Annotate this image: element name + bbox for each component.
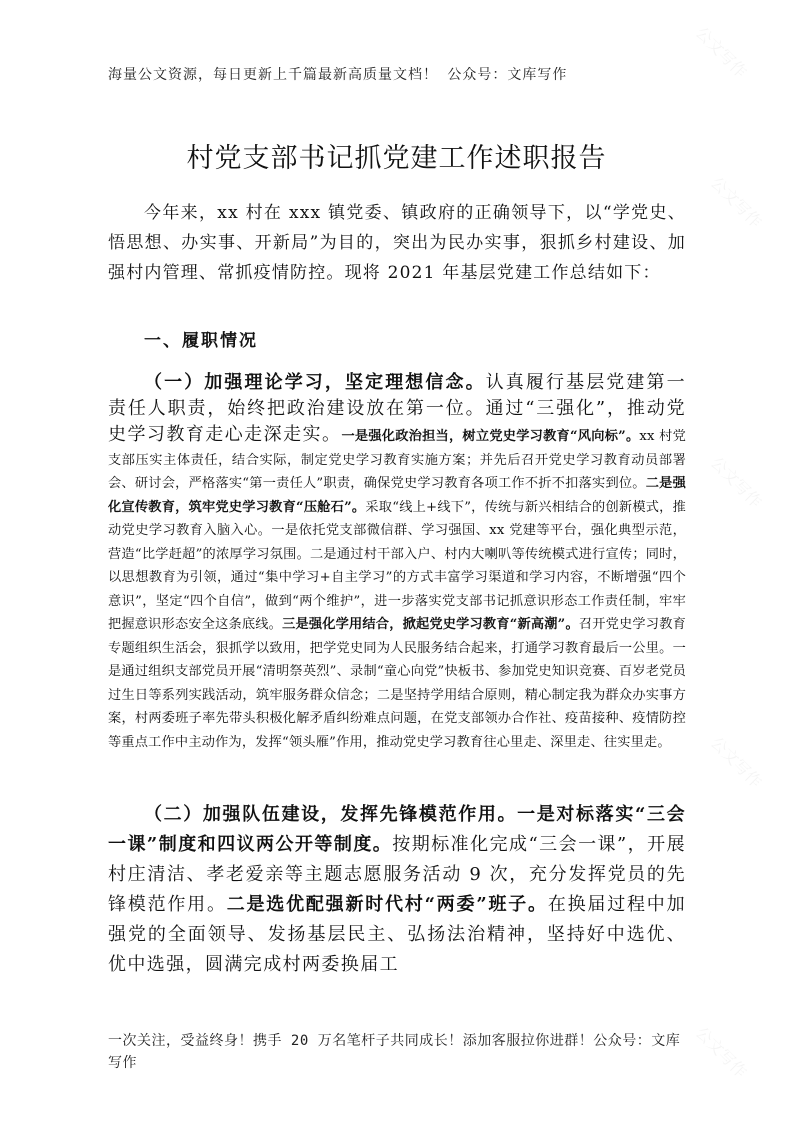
page-header: 海量公文资源，每日更新上千篇最新高质量文档！ 公众号：文库写作 <box>108 67 568 83</box>
section-theory-study <box>108 370 686 754</box>
section1-lead-heading: （一）加强理论学习，坚定理想信念。 <box>144 372 486 393</box>
section2-lead-heading: （二）加强队伍建设，发挥先锋模范作用。一是对标落实“三会一课”制度和四议两公开等制度。 <box>108 804 686 855</box>
section-team-building <box>108 800 686 980</box>
section2-point2-text: 在换届过程中加强党的全面领导、发扬基层民主、弘扬法治精神，坚持好中选优、优中选强，圆满完成村两委换届工 <box>108 894 686 975</box>
watermark <box>691 1021 753 1083</box>
watermark <box>706 171 768 233</box>
section2-point2-heading: 二是选优配强新时代村“两委”班子。 <box>226 894 548 915</box>
section1-point2-heading: 二是强化宣传教育，筑牢党史学习教育“压舱石”。 <box>108 476 686 515</box>
intro-paragraph: 今年来，xx 村在 xxx 镇党委、镇政府的正确领导下，以“学党史、悟思想、办实事、开新局”为目的，突出为民办实事，狠抓乡村建设、加强村内管理、常抓疫情防控。现将 2021 年基层党建工作总结如下： <box>108 203 686 283</box>
heading-performance: 一、履职情况 <box>144 331 258 351</box>
section1-lead-text: 认真履行基层党建第一责任人职责，始终把政治建设放在第一位。通过“三强化”，推动党史学习教育走心走深走实。 <box>108 372 686 445</box>
watermark <box>706 731 768 793</box>
section1-point2-text: 采取“线上+线下”，传统与新兴相结合的创新模式，推动党史学习教育入脑入心。一是依托党支部微信群、学习强国、xx 党建等平台，强化典型示范，营造“比学赶超”的浓厚学习氛围。二是通过村干部入户、村内大喇叭等传统模式进行宣传；同时，以思想教育为引领，通过“集中学习+自主学习”的方式丰富学习渠道和学习内容，不断增强“四个意识”，坚定“四个自信”，做到“两个维护”，进一步落实党支部书记抓意识形态工作责任制，牢牢把握意识形态安全这条底线。 <box>108 499 686 632</box>
section1-point1-heading: 一是强化政治担当，树立党史学习教育“风向标”。 <box>341 429 640 444</box>
document-title: 村党支部书记抓党建工作述职报告 <box>186 143 607 174</box>
section2-point1-text: 按期标准化完成“三会一课”，开展村庄清洁、孝老爱亲等主题志愿服务活动 9 次，充分发挥党员的先锋模范作用。 <box>108 834 686 915</box>
watermark <box>706 451 768 513</box>
section1-point1-text: xx 村党支部压实主体责任，结合实际，制定党史学习教育实施方案；并先后召开党史学习教育动员部署会、研讨会，严格落实“第一责任人”职责，确保党史学习教育各项工作不折不扣落实到位。 <box>108 429 686 491</box>
section1-point3-heading: 三是强化学用结合，掀起党史学习教育“新高潮”。 <box>282 617 579 632</box>
page-footer: 一次关注，受益终身！携手 20 万名笔杆子共同成长！添加客服拉你进群！公众号：文库写作 <box>108 1033 681 1071</box>
section1-point3-text: 召开党史学习教育专题组织生活会，狠抓学以致用，把学党史同为人民服务结合起来，打通学习教育最后一公里。一是通过组织支部党员开展“清明祭英烈”、录制“童心向党”快板书、参加党史知识竞赛、百岁老党员过生日等系列实践活动，筑牢服务群众信念；二是坚持学用结合原则，精心制定我为群众办实事方案，村两委班子率先带头积极化解矛盾纠纷难点问题，在党支部领办合作社、疫苗接种、疫情防控等重点工作中主动作为，发挥“领头雁”作用，推动党史学习教育往心里走、深里走、往实里走。 <box>108 617 686 750</box>
